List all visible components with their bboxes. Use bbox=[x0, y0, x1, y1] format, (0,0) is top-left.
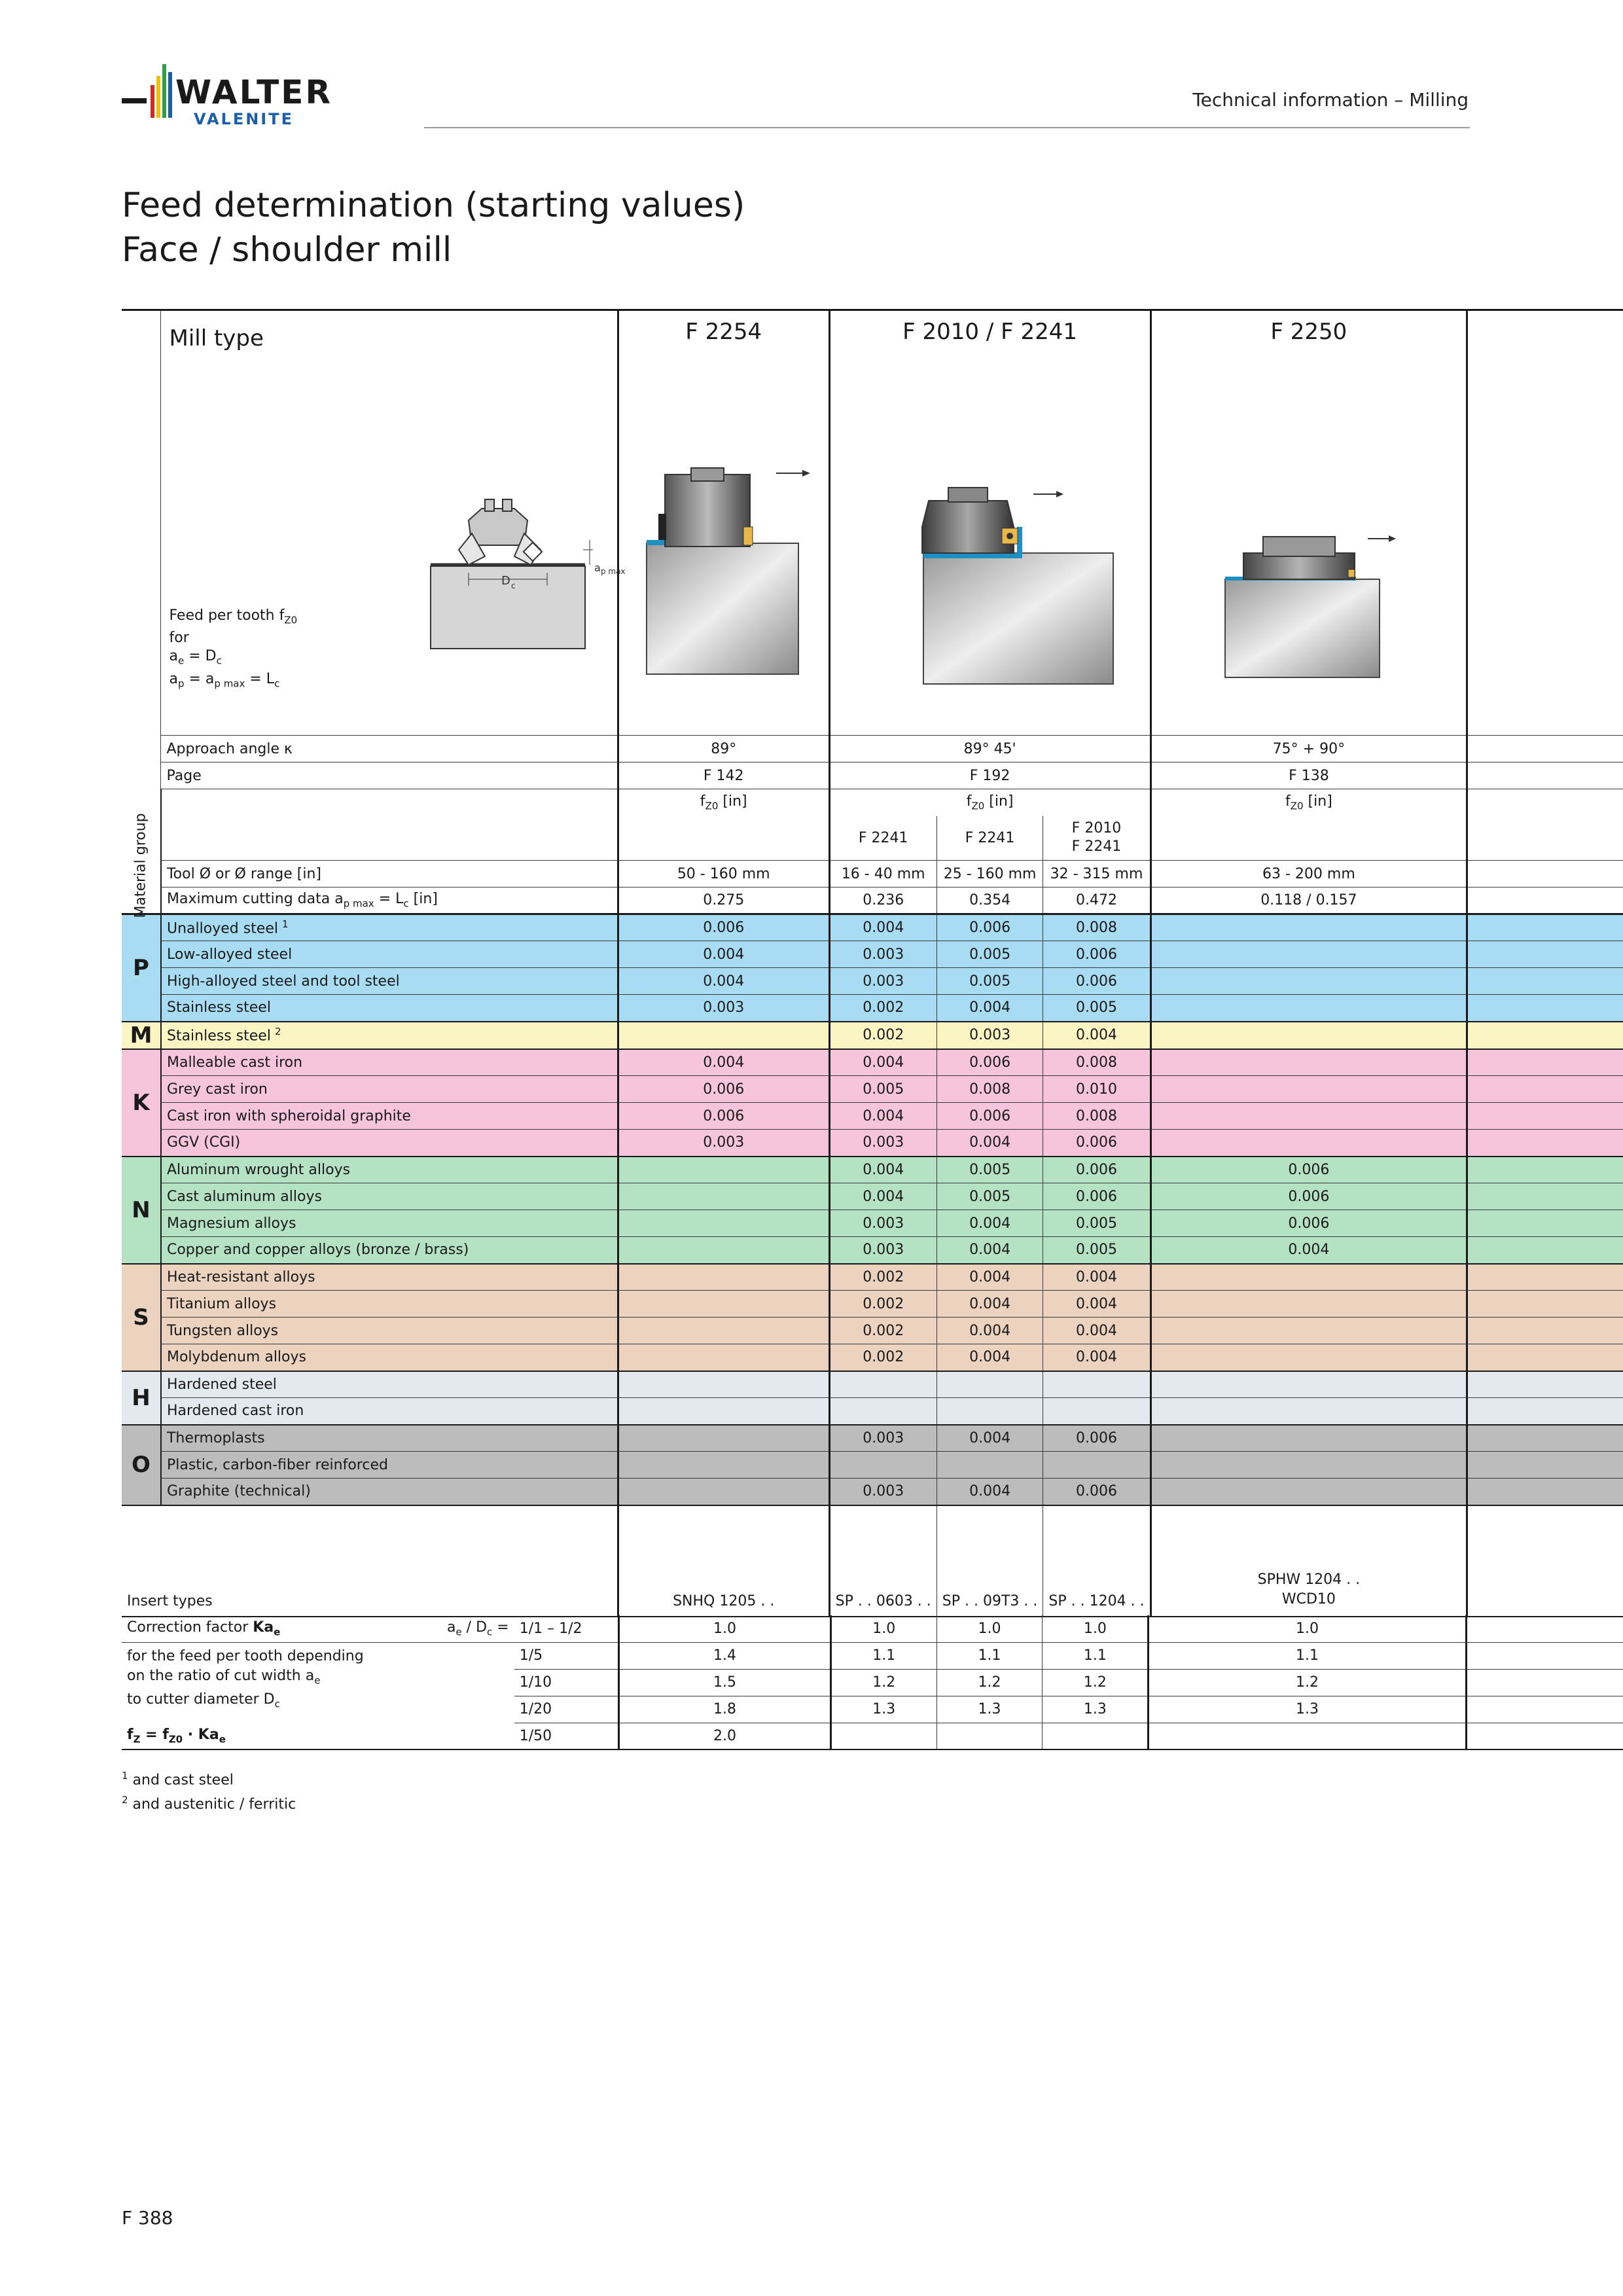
material-name: Graphite (technical) bbox=[161, 1479, 618, 1505]
feed-value: 0.005 bbox=[1043, 995, 1150, 1022]
feed-value: 0.004 bbox=[936, 1130, 1043, 1157]
correction-value bbox=[1149, 1723, 1466, 1749]
feed-value bbox=[1150, 1076, 1467, 1103]
feed-value: 0.004 bbox=[936, 1344, 1043, 1371]
material-name: High-alloyed steel and tool steel bbox=[161, 968, 618, 995]
feed-value: 0.010 bbox=[1043, 1076, 1150, 1103]
feed-value: 0.002 bbox=[829, 1291, 936, 1318]
approach-f2250: 75° + 90° bbox=[1150, 736, 1467, 762]
column-f2254-title: F 2254 bbox=[685, 319, 762, 345]
feed-value: 0.006 bbox=[936, 1103, 1043, 1130]
page-number: F 388 bbox=[122, 2207, 173, 2229]
material-name: Molybdenum alloys bbox=[161, 1344, 618, 1371]
correction-value: 1.2 bbox=[1149, 1669, 1466, 1696]
feed-value: 0.008 bbox=[1043, 1049, 1150, 1076]
page-ref-f2254: F 142 bbox=[618, 762, 829, 789]
page-ref-f2250: F 138 bbox=[1150, 762, 1467, 789]
correction-value: 1.0 bbox=[830, 1615, 936, 1642]
feed-value bbox=[618, 1398, 829, 1425]
walter-valenite-logo bbox=[122, 60, 397, 132]
title-line-2: Face / shoulder mill bbox=[122, 230, 452, 270]
svg-text:c: c bbox=[511, 581, 516, 590]
ratio-value: 1/20 bbox=[514, 1696, 619, 1723]
feed-value bbox=[936, 1371, 1043, 1398]
footnote-2: $^2$ and austenitic / ferritic bbox=[122, 1794, 296, 1813]
correction-value: 1.3 bbox=[830, 1696, 936, 1723]
f2254-cutter-image bbox=[645, 468, 815, 691]
feed-value: 0.004 bbox=[1043, 1264, 1150, 1291]
material-row bbox=[122, 968, 1623, 995]
feed-value: 0.004 bbox=[618, 1049, 829, 1076]
max-cut-0: 0.275 bbox=[618, 888, 829, 914]
feed-value: 0.003 bbox=[618, 995, 829, 1022]
correction-value: 1.1 bbox=[936, 1642, 1043, 1669]
feed-value: 0.004 bbox=[1043, 1291, 1150, 1318]
insert-types-label: Insert types bbox=[122, 1505, 618, 1617]
material-row bbox=[122, 1049, 1623, 1076]
material-name: Magnesium alloys bbox=[161, 1210, 618, 1237]
feed-value bbox=[1150, 1344, 1467, 1371]
material-name: Aluminum wrought alloys bbox=[161, 1157, 618, 1183]
feed-table bbox=[122, 309, 1623, 1617]
feed-value bbox=[829, 1398, 936, 1425]
feed-value bbox=[1043, 1452, 1150, 1479]
material-name: Hardened steel bbox=[161, 1371, 618, 1398]
ratio-value: 1/1 – 1/2 bbox=[514, 1615, 619, 1642]
feed-value bbox=[1150, 941, 1467, 968]
f2010-cutter-image bbox=[922, 488, 1138, 697]
feed-value: 0.008 bbox=[1043, 914, 1150, 941]
insert-sp1204: SP . . 1204 . . bbox=[1043, 1505, 1150, 1617]
svg-text:p max: p max bbox=[601, 567, 626, 576]
feed-value bbox=[936, 1398, 1043, 1425]
feed-value: 0.003 bbox=[829, 1479, 936, 1505]
feed-value bbox=[1150, 1291, 1467, 1318]
feed-value: 0.004 bbox=[936, 1291, 1043, 1318]
max-cut-4: 0.118 / 0.157 bbox=[1150, 888, 1467, 914]
feed-value bbox=[618, 1452, 829, 1479]
correction-value: 1.2 bbox=[936, 1669, 1043, 1696]
feed-value: 0.002 bbox=[829, 1344, 936, 1371]
feed-value: 0.006 bbox=[618, 914, 829, 941]
material-name: Tungsten alloys bbox=[161, 1318, 618, 1344]
feed-value bbox=[1150, 1049, 1467, 1076]
material-name: Unalloyed steel $^1$ bbox=[161, 914, 618, 941]
logo-text-valenite: VALENITE bbox=[194, 110, 294, 128]
ap-dimension-label: a bbox=[594, 562, 601, 574]
insert-sp09t3: SP . . 09T3 . . bbox=[936, 1505, 1043, 1617]
correction-value: 1.3 bbox=[936, 1696, 1043, 1723]
correction-value: 1.2 bbox=[830, 1669, 936, 1696]
material-row bbox=[122, 941, 1623, 968]
feed-value: 0.006 bbox=[1043, 1130, 1150, 1157]
approach-f2010: 89° 45' bbox=[829, 736, 1150, 762]
feed-value bbox=[618, 1183, 829, 1210]
feed-value bbox=[1150, 1264, 1467, 1291]
feed-value: 0.004 bbox=[936, 1237, 1043, 1264]
feed-value: 0.004 bbox=[1043, 1318, 1150, 1344]
page-ref-f2010: F 192 bbox=[829, 762, 1150, 789]
correction-value: 2.0 bbox=[619, 1723, 831, 1749]
feed-value: 0.006 bbox=[1043, 968, 1150, 995]
correction-value: 1.8 bbox=[619, 1696, 831, 1723]
correction-description: for the feed per tooth depending on the ratio of cut width $a_e$ to cutter diameter $D_c$ bbox=[127, 1647, 364, 1710]
dc-dimension-label: D bbox=[501, 574, 511, 588]
feed-value: 0.003 bbox=[829, 1130, 936, 1157]
material-name: Stainless steel $^2$ bbox=[161, 1022, 618, 1049]
material-row bbox=[122, 1452, 1623, 1479]
ratio-label: $a_e / D_c$ = bbox=[446, 1619, 509, 1638]
title-line-1: Feed determination (starting values) bbox=[122, 186, 745, 225]
correction-value: 1.3 bbox=[1043, 1696, 1149, 1723]
subcol-f2241-a: F 2241 bbox=[829, 816, 936, 861]
material-name: Stainless steel bbox=[161, 995, 618, 1022]
feed-value: 0.005 bbox=[829, 1076, 936, 1103]
feed-value: 0.006 bbox=[1043, 1425, 1150, 1452]
material-row bbox=[122, 1291, 1623, 1318]
feed-value: 0.006 bbox=[1043, 941, 1150, 968]
feed-value bbox=[1043, 1398, 1150, 1425]
material-row bbox=[122, 1157, 1623, 1183]
feed-value: 0.004 bbox=[618, 968, 829, 995]
column-f2010-header bbox=[829, 310, 1150, 736]
material-row bbox=[122, 1264, 1623, 1291]
feed-value: 0.004 bbox=[829, 914, 936, 941]
feed-value: 0.003 bbox=[618, 1130, 829, 1157]
material-row bbox=[122, 1237, 1623, 1264]
fz-unit-f2010: $f_{Z0}$ [in] bbox=[829, 789, 1150, 816]
feed-value bbox=[1150, 1452, 1467, 1479]
header-rule bbox=[424, 127, 1470, 128]
tool-range-label: Tool Ø or Ø range [in] bbox=[161, 861, 618, 888]
feed-value bbox=[829, 1371, 936, 1398]
feed-value: 0.004 bbox=[829, 1157, 936, 1183]
feed-value: 0.004 bbox=[829, 1183, 936, 1210]
feed-value: 0.005 bbox=[936, 968, 1043, 995]
feed-value: 0.006 bbox=[618, 1103, 829, 1130]
material-group-label: Material group bbox=[132, 813, 149, 918]
material-name: Hardened cast iron bbox=[161, 1398, 618, 1425]
material-row bbox=[122, 1103, 1623, 1130]
fz-unit-f2250: $f_{Z0}$ [in] bbox=[1150, 789, 1467, 861]
material-name: GGV (CGI) bbox=[161, 1130, 618, 1157]
correction-value: 1.1 bbox=[830, 1642, 936, 1669]
tool-range-0: 50 - 160 mm bbox=[618, 861, 829, 888]
f2250-cutter-image bbox=[1224, 533, 1420, 691]
correction-row bbox=[122, 1615, 1623, 1642]
max-cut-3: 0.472 bbox=[1043, 888, 1150, 914]
feed-value: 0.005 bbox=[1043, 1237, 1150, 1264]
feed-value: 0.006 bbox=[1150, 1210, 1467, 1237]
approach-f2254: 89° bbox=[618, 736, 829, 762]
material-row bbox=[122, 914, 1623, 941]
feed-value: 0.006 bbox=[1043, 1479, 1150, 1505]
feed-value: 0.005 bbox=[936, 1183, 1043, 1210]
feed-value bbox=[1150, 1103, 1467, 1130]
footnotes bbox=[122, 1766, 296, 1815]
feed-value: 0.004 bbox=[936, 1210, 1043, 1237]
correction-value bbox=[936, 1723, 1043, 1749]
material-row bbox=[122, 1344, 1623, 1371]
material-row bbox=[122, 1318, 1623, 1344]
feed-value: 0.006 bbox=[1043, 1183, 1150, 1210]
material-row bbox=[122, 995, 1623, 1022]
material-name: Heat-resistant alloys bbox=[161, 1264, 618, 1291]
correction-value: 1.0 bbox=[619, 1615, 831, 1642]
material-name: Plastic, carbon-fiber reinforced bbox=[161, 1452, 618, 1479]
correction-factor-table bbox=[122, 1615, 1623, 1750]
material-row bbox=[122, 1371, 1623, 1398]
feed-value: 0.004 bbox=[1043, 1022, 1150, 1049]
material-name: Grey cast iron bbox=[161, 1076, 618, 1103]
material-row bbox=[122, 1479, 1623, 1505]
correction-value: 1.5 bbox=[619, 1669, 831, 1696]
subcol-f2010-f2241: F 2010 F 2241 bbox=[1043, 816, 1150, 861]
diagram-caption: Feed per tooth $f_{Z0}$ for $a_e = D_c$ $a_p = a_{p max} = L_c$ bbox=[169, 607, 298, 690]
material-group-s: S bbox=[122, 1264, 161, 1371]
feed-value: 0.004 bbox=[1150, 1237, 1467, 1264]
feed-value bbox=[618, 1425, 829, 1452]
correction-value: 1.0 bbox=[1043, 1615, 1149, 1642]
feed-value: 0.006 bbox=[618, 1076, 829, 1103]
feed-value: 0.006 bbox=[1043, 1157, 1150, 1183]
feed-value: 0.005 bbox=[936, 941, 1043, 968]
tool-range-4: 63 - 200 mm bbox=[1150, 861, 1467, 888]
correction-row bbox=[122, 1723, 1623, 1749]
correction-value: 1.4 bbox=[619, 1642, 831, 1669]
feed-value bbox=[1150, 995, 1467, 1022]
feed-value bbox=[1150, 1425, 1467, 1452]
feed-value bbox=[1150, 1371, 1467, 1398]
feed-value bbox=[618, 1479, 829, 1505]
feed-value: 0.004 bbox=[936, 1318, 1043, 1344]
column-f2250-title: F 2250 bbox=[1270, 319, 1347, 345]
feed-value: 0.004 bbox=[829, 1049, 936, 1076]
feed-value: 0.003 bbox=[936, 1022, 1043, 1049]
mill-type-header bbox=[161, 310, 626, 736]
ratio-value: 1/10 bbox=[514, 1669, 619, 1696]
feed-value: 0.005 bbox=[936, 1157, 1043, 1183]
approach-angle-label: Approach angle κ bbox=[161, 736, 618, 762]
feed-value: 0.008 bbox=[1043, 1103, 1150, 1130]
correction-title: Correction factor $Ka_e$ $a_e / D_c$ = bbox=[122, 1615, 514, 1642]
feed-value: 0.004 bbox=[1043, 1344, 1150, 1371]
feed-value: 0.006 bbox=[1150, 1183, 1467, 1210]
correction-value: 1.2 bbox=[1043, 1669, 1149, 1696]
feed-value bbox=[1150, 1022, 1467, 1049]
feed-value: 0.004 bbox=[618, 941, 829, 968]
feed-value: 0.002 bbox=[829, 1318, 936, 1344]
logo-text-walter: WALTER bbox=[175, 73, 332, 111]
material-row bbox=[122, 1076, 1623, 1103]
feed-value: 0.003 bbox=[829, 1237, 936, 1264]
max-cut-1: 0.236 bbox=[829, 888, 936, 914]
max-cut-2: 0.354 bbox=[936, 888, 1043, 914]
correction-row bbox=[122, 1642, 1623, 1669]
ratio-value: 1/5 bbox=[514, 1642, 619, 1669]
feed-value: 0.004 bbox=[936, 1425, 1043, 1452]
feed-value: 0.003 bbox=[829, 941, 936, 968]
column-f2010-title: F 2010 / F 2241 bbox=[902, 319, 1078, 345]
material-row bbox=[122, 1183, 1623, 1210]
feed-value bbox=[936, 1452, 1043, 1479]
material-group-label-cell bbox=[122, 789, 161, 918]
material-name: Cast aluminum alloys bbox=[161, 1183, 618, 1210]
insert-f2250: SPHW 1204 . . WCD10 bbox=[1150, 1505, 1467, 1617]
material-name: Malleable cast iron bbox=[161, 1049, 618, 1076]
feed-value bbox=[1150, 968, 1467, 995]
tool-range-2: 25 - 160 mm bbox=[936, 861, 1043, 888]
tool-range-1: 16 - 40 mm bbox=[829, 861, 936, 888]
correction-formula: $f_Z = f_{Z0} \cdot Ka_e$ bbox=[122, 1723, 514, 1749]
feed-value bbox=[1150, 1479, 1467, 1505]
feed-value: 0.004 bbox=[936, 1479, 1043, 1505]
feed-value bbox=[1043, 1371, 1150, 1398]
feed-value bbox=[1150, 914, 1467, 941]
correction-value: 1.1 bbox=[1149, 1642, 1466, 1669]
feed-value bbox=[618, 1210, 829, 1237]
fz-unit-f2254: $f_{Z0}$ [in] bbox=[618, 789, 829, 861]
feed-value bbox=[618, 1157, 829, 1183]
feed-value bbox=[618, 1022, 829, 1049]
column-f2254-header bbox=[618, 310, 829, 736]
feed-value bbox=[618, 1344, 829, 1371]
feed-value bbox=[1150, 1130, 1467, 1157]
material-name: Titanium alloys bbox=[161, 1291, 618, 1318]
feed-value: 0.004 bbox=[936, 995, 1043, 1022]
material-group-k: K bbox=[122, 1049, 161, 1157]
feed-value: 0.002 bbox=[829, 995, 936, 1022]
feed-value: 0.006 bbox=[936, 1049, 1043, 1076]
max-cutting-label: Maximum cutting data $a_{p max} = L_c$ [in] bbox=[161, 888, 618, 914]
correction-value: 1.1 bbox=[1043, 1642, 1149, 1669]
mill-type-label: Mill type bbox=[169, 325, 264, 351]
ratio-value: 1/50 bbox=[514, 1723, 619, 1749]
insert-f2254: SNHQ 1205 . . bbox=[618, 1505, 829, 1617]
insert-sp0603: SP . . 0603 . . bbox=[829, 1505, 936, 1617]
subcol-f2241-b: F 2241 bbox=[936, 816, 1043, 861]
feed-value: 0.006 bbox=[1150, 1157, 1467, 1183]
feed-value bbox=[618, 1371, 829, 1398]
material-group-m: M bbox=[122, 1022, 161, 1049]
material-name: Thermoplasts bbox=[161, 1425, 618, 1452]
tool-range-3: 32 - 315 mm bbox=[1043, 861, 1150, 888]
material-name: Cast iron with spheroidal graphite bbox=[161, 1103, 618, 1130]
material-rows bbox=[122, 914, 1623, 1505]
feed-value: 0.004 bbox=[936, 1264, 1043, 1291]
feed-value bbox=[618, 1291, 829, 1318]
material-row bbox=[122, 1398, 1623, 1425]
feed-value: 0.003 bbox=[829, 1425, 936, 1452]
column-f2250-header bbox=[1150, 310, 1467, 736]
material-group-n: N bbox=[122, 1157, 161, 1264]
correction-value bbox=[1043, 1723, 1149, 1749]
material-group-h: H bbox=[122, 1371, 161, 1425]
feed-value bbox=[618, 1237, 829, 1264]
material-row bbox=[122, 1022, 1623, 1049]
material-group-o: O bbox=[122, 1425, 161, 1505]
material-group-p: P bbox=[122, 914, 161, 1022]
feed-value: 0.005 bbox=[1043, 1210, 1150, 1237]
correction-value: 1.0 bbox=[1149, 1615, 1466, 1642]
page-title bbox=[122, 183, 745, 272]
correction-value: 1.0 bbox=[936, 1615, 1043, 1642]
material-row bbox=[122, 1130, 1623, 1157]
material-row bbox=[122, 1425, 1623, 1452]
feed-value: 0.002 bbox=[829, 1264, 936, 1291]
feed-value bbox=[1150, 1398, 1467, 1425]
feed-value: 0.008 bbox=[936, 1076, 1043, 1103]
feed-value bbox=[618, 1264, 829, 1291]
feed-value: 0.003 bbox=[829, 968, 936, 995]
correction-value: 1.3 bbox=[1149, 1696, 1466, 1723]
feed-value: 0.002 bbox=[829, 1022, 936, 1049]
feed-value: 0.003 bbox=[829, 1210, 936, 1237]
feed-value bbox=[1150, 1318, 1467, 1344]
correction-value bbox=[830, 1723, 936, 1749]
material-name: Low-alloyed steel bbox=[161, 941, 618, 968]
material-name: Copper and copper alloys (bronze / brass) bbox=[161, 1237, 618, 1264]
feed-value: 0.004 bbox=[829, 1103, 936, 1130]
material-row bbox=[122, 1210, 1623, 1237]
feed-value bbox=[618, 1318, 829, 1344]
footnote-1: $^1$ and cast steel bbox=[122, 1770, 234, 1789]
feed-value bbox=[829, 1452, 936, 1479]
page-ref-label: Page bbox=[161, 762, 618, 789]
feed-value: 0.006 bbox=[936, 914, 1043, 941]
section-label: Technical information – Milling bbox=[1192, 89, 1469, 111]
